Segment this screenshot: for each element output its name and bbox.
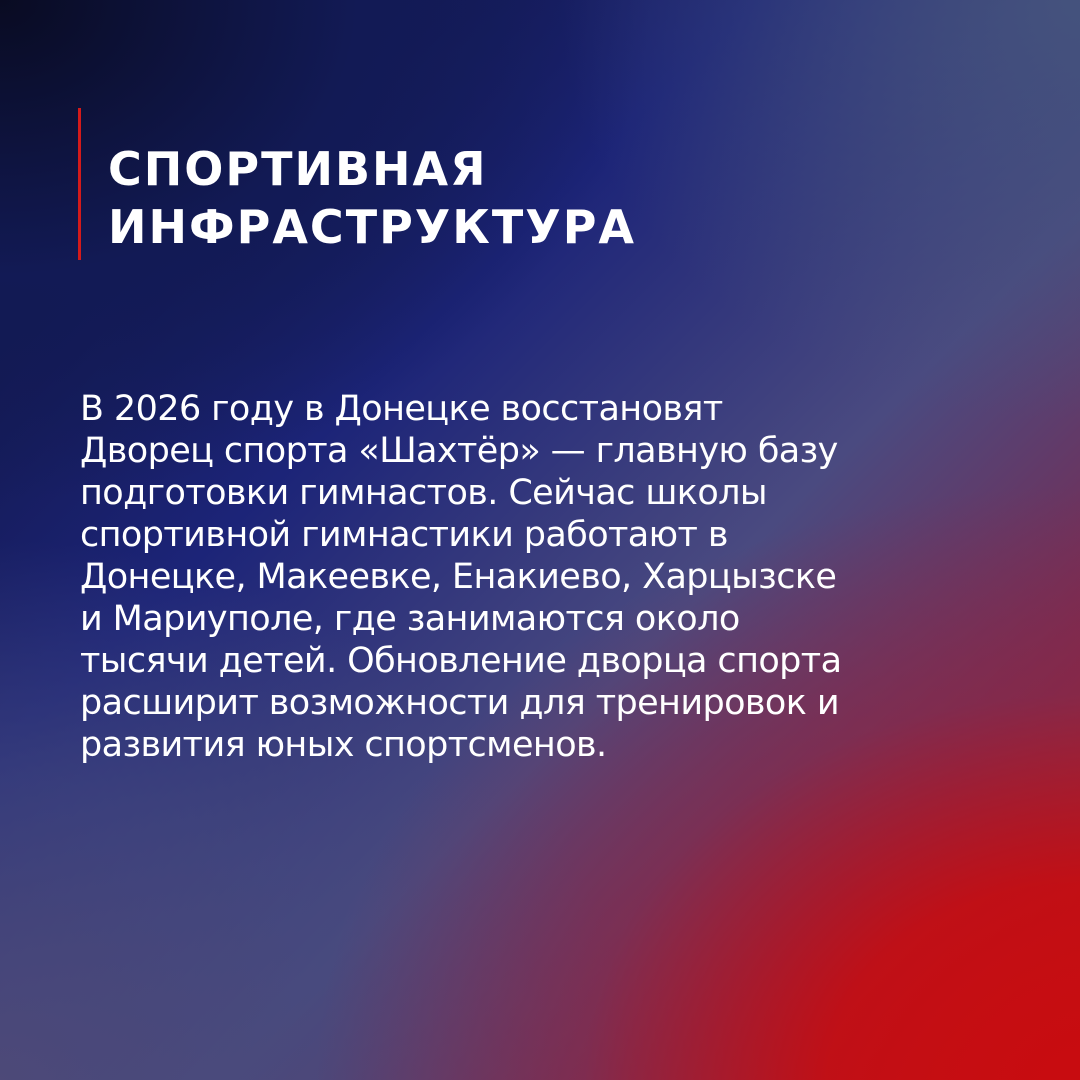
body-line-4: спортивной гимнастики работают в <box>80 515 728 555</box>
heading <box>108 140 636 256</box>
body-line-5: Донецке, Макеевке, Енакиево, Харцызске <box>80 557 837 597</box>
body-line-7: тысячи детей. Обновление дворца спорта <box>80 641 842 681</box>
body-line-1: В 2026 году в Донецке восстановят <box>80 389 723 429</box>
accent-bar <box>78 108 81 260</box>
body-text <box>80 388 841 766</box>
body-line-3: подготовки гимнастов. Сейчас школы <box>80 473 767 513</box>
heading-line-1: СПОРТИВНАЯ <box>108 142 488 196</box>
body-line-8: расширит возможности для тренировок и <box>80 683 839 723</box>
heading-line-2: ИНФРАСТРУКТУРА <box>108 200 637 254</box>
body-line-6: и Мариуполе, где занимаются около <box>80 599 740 639</box>
body-line-2: Дворец спорта «Шахтёр» — главную базу <box>80 431 838 471</box>
body-line-9: развития юных спортсменов. <box>80 725 607 765</box>
